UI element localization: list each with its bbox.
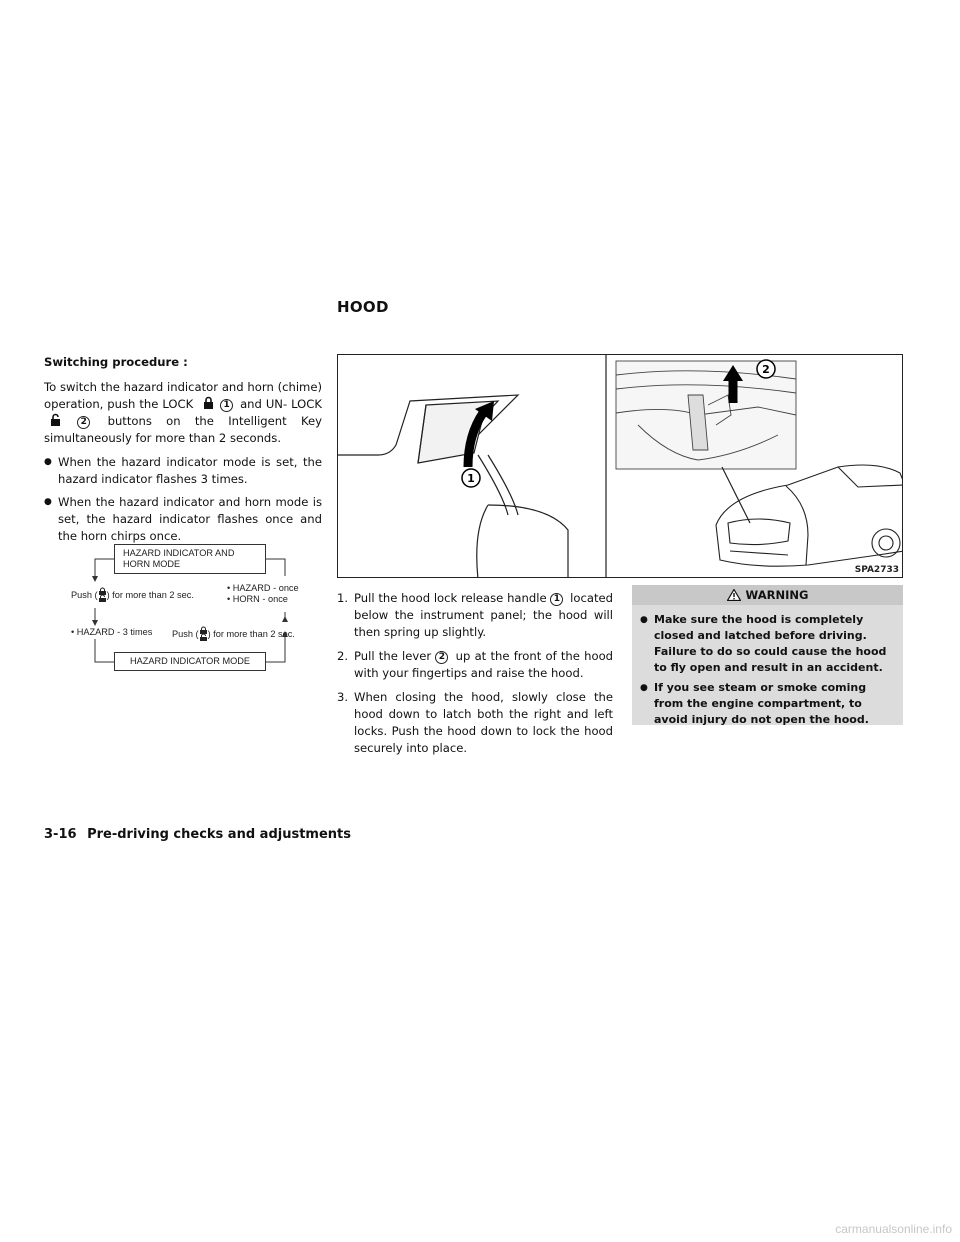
left-result: • HAZARD - 3 times (71, 627, 153, 637)
switching-procedure (44, 354, 322, 551)
step-text-b: up at the front of the hood with your fingertips and raise the hood. (354, 649, 614, 680)
warning-header (632, 585, 903, 605)
subhead: Switching procedure : (44, 355, 188, 369)
para-text-2: and UN- (240, 397, 288, 411)
hood-lever-drawing (616, 361, 796, 523)
warning-box (632, 585, 903, 725)
push-instruction-left (71, 587, 194, 603)
step-text-a: Pull the hood lock release handle (354, 591, 547, 605)
mode-diagram (68, 540, 316, 680)
mode-box-bottom: HAZARD INDICATOR MODE (114, 652, 266, 671)
car-drawing (716, 465, 903, 566)
warning-body (632, 605, 903, 728)
hood-illustration (338, 355, 903, 578)
step-text-b: located below the instrument panel; the hood will then spring up slightly. (354, 591, 613, 639)
lock-unlock-icon (199, 626, 208, 642)
warning-item: ● If you see steam or smoke coming from the engine compartment, to avoid injury do not open the hood. (640, 680, 895, 728)
lock-unlock-icon (98, 587, 107, 603)
bullet-item: ● When the hazard indicator and horn mode is set, the hazard indicator flashes once and the horn chirps once. (44, 494, 322, 545)
right-result-1: • HAZARD - once (227, 583, 299, 593)
push-right-b: ) for more than 2 sec. (207, 629, 295, 639)
right-result-list (227, 583, 299, 605)
step-number: 1. (337, 591, 349, 605)
figure-callout-2: 2 (762, 363, 770, 376)
mode-box-top (114, 544, 266, 574)
callout-2: 2 (77, 416, 90, 429)
step-number: 2. (337, 649, 349, 663)
step-text-a: Pull the lever (354, 649, 432, 663)
push-right-a: Push ( (172, 629, 199, 639)
push-left-a: Push ( (71, 590, 98, 600)
section-title: HOOD (337, 298, 389, 316)
figure-callout-1: 1 (467, 472, 475, 485)
step-item (337, 648, 613, 682)
page-number: 3-16 (44, 827, 77, 842)
mode-box-top-line2: HORN MODE (123, 559, 181, 569)
chapter-title: Pre-driving checks and adjustments (87, 827, 351, 842)
step-text-a: When closing the hood, slowly close the hood down to latch both the right and left locks. Push the hood down to lock the hood securely into place. (354, 690, 613, 755)
warning-item: ● Make sure the hood is completely closed and latched before driving. Failure to do so could cause the hood to fly open and result in an accident. (640, 612, 895, 676)
step-callout: 1 (550, 593, 563, 606)
step-item (337, 590, 613, 641)
para-text-3: LOCK (291, 397, 322, 411)
lock-icon (203, 396, 214, 410)
warning-title: WARNING (745, 588, 809, 602)
callout-1: 1 (220, 399, 233, 412)
para-text-1: To switch the hazard indicator and horn (chime) operation, push the LOCK (44, 380, 322, 411)
push-instruction-right (172, 626, 295, 642)
bullet-item: ● When the hazard indicator mode is set, the hazard indicator flashes 3 times. (44, 454, 322, 488)
mode-box-top-line1: HAZARD INDICATOR AND (123, 548, 235, 558)
hood-steps (337, 590, 613, 764)
step-number: 3. (337, 690, 349, 704)
hood-figure (337, 354, 903, 578)
push-left-b: ) for more than 2 sec. (106, 590, 194, 600)
warning-icon (727, 589, 741, 601)
watermark: carmanualsonline.info (835, 1222, 952, 1236)
step-item (337, 689, 613, 757)
para-text-4: buttons on the Intelligent Key simultaneously for more than 2 seconds. (44, 414, 323, 445)
unlock-icon (50, 413, 61, 427)
page-footer (44, 827, 351, 842)
step-callout: 2 (435, 651, 448, 664)
release-handle-drawing (338, 395, 568, 578)
right-result-2: • HORN - once (227, 594, 288, 604)
switching-paragraph (44, 379, 322, 447)
figure-code: SPA2733 (854, 565, 899, 575)
